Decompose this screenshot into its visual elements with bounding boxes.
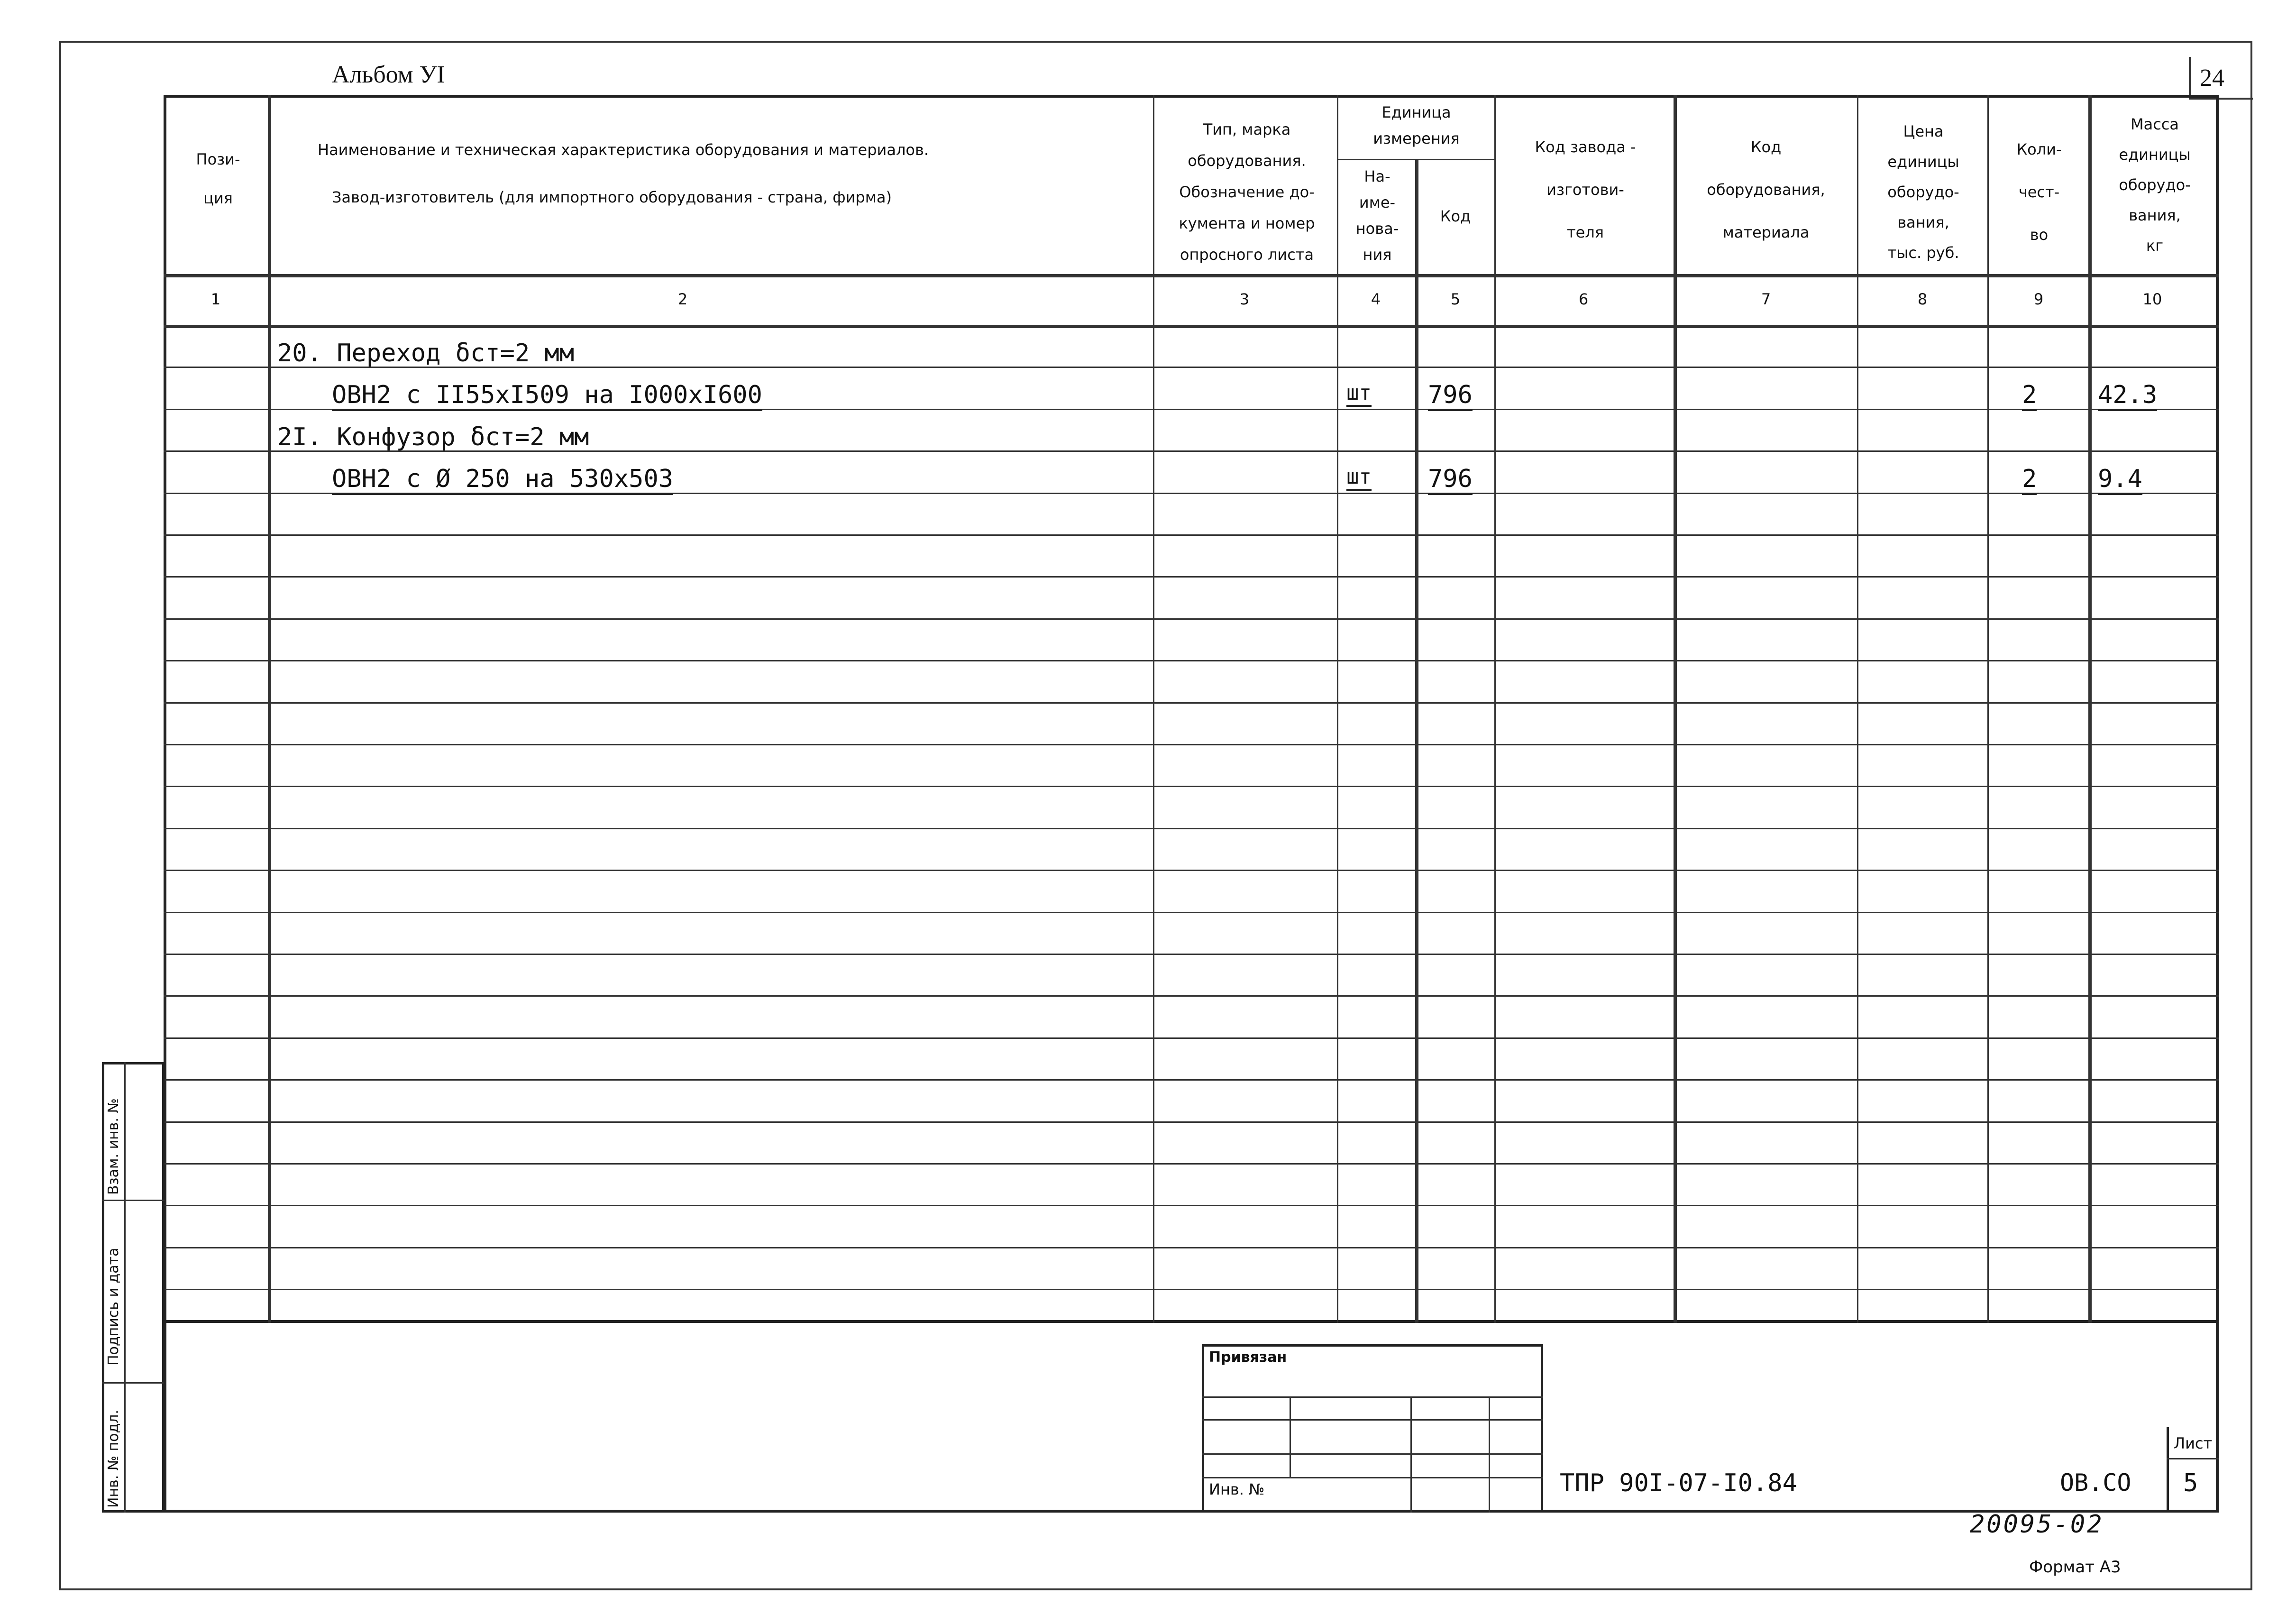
- row-line: [164, 1121, 2219, 1123]
- col-line: [1857, 95, 1858, 1323]
- colnum-5: 5: [1450, 290, 1461, 308]
- colnum-2: 2: [677, 290, 688, 308]
- row-line: [164, 534, 2219, 536]
- header-type: Тип, марка оборудования. Обозначение до- кумента и номер опросного листа: [1179, 120, 1315, 264]
- binding-line: [1202, 1453, 1543, 1455]
- header-position: Пози- ция: [196, 150, 240, 207]
- row-2-qty: 2: [2022, 381, 2037, 411]
- side-vzam: Взам. инв. №: [105, 1098, 122, 1195]
- side-stamp-sep: [102, 1200, 165, 1201]
- binding-label: Привязан: [1209, 1349, 1287, 1366]
- row-line: [164, 912, 2219, 913]
- colnum-4: 4: [1371, 290, 1381, 308]
- col-line: [1494, 95, 1496, 1323]
- header-unit-code: Код: [1440, 207, 1471, 225]
- header-unit-group: Единица измерения: [1373, 103, 1460, 147]
- row-line: [164, 1247, 2219, 1248]
- row-4-mass: 9.4: [2098, 465, 2142, 495]
- page-number: 24: [2200, 64, 2224, 92]
- row-line: [164, 995, 2219, 997]
- unit-group-line: [1337, 159, 1494, 160]
- row-4-qty: 2: [2022, 465, 2037, 495]
- binding-line: [1202, 1477, 1543, 1478]
- col-line: [1415, 159, 1418, 1323]
- side-podpis: Подпись и дата: [105, 1248, 122, 1366]
- header-mass: Масса единицы оборудо- вания, кг: [2119, 115, 2191, 255]
- col-line: [2088, 95, 2092, 1323]
- header-price: Цена единицы оборудо- вания, тыс. руб.: [1887, 122, 1959, 262]
- binding-col: [1290, 1396, 1291, 1477]
- section-code: ОВ.СО: [2060, 1469, 2131, 1496]
- row-line: [164, 954, 2219, 955]
- row-3-name: 2I. Конфузор δст=2 мм: [277, 423, 589, 451]
- row-line: [164, 576, 2219, 578]
- header-name-line2: Завод-изготовитель (для импортного оборудования - страна, фирма): [332, 188, 892, 206]
- row-4-code: 796: [1428, 465, 1473, 495]
- binding-line: [1202, 1396, 1543, 1398]
- colnum-9: 9: [2033, 290, 2044, 308]
- header-factory-code: Код завода - изготови- теля: [1535, 138, 1636, 241]
- title-block-frame: [164, 1323, 2219, 1513]
- colnum-1: 1: [210, 290, 221, 308]
- row-2-code: 796: [1428, 381, 1473, 411]
- header-unit-name: На- име- нова- ния: [1355, 167, 1399, 264]
- col-line: [268, 95, 271, 1323]
- side-inv-podl: Инв. № подл.: [105, 1410, 122, 1508]
- row-line: [164, 702, 2219, 704]
- row-line: [164, 744, 2219, 745]
- row-line: [164, 828, 2219, 829]
- header-bottom-line: [164, 274, 2219, 277]
- col-line: [1674, 95, 1677, 1323]
- row-line: [164, 1037, 2219, 1039]
- row-line: [164, 660, 2219, 661]
- row-4-name: ОВН2 с Ø 250 на 530х503: [332, 465, 673, 495]
- album-label: Альбом УI: [332, 61, 445, 88]
- colnum-6: 6: [1578, 290, 1589, 308]
- side-stamp-divider: [124, 1062, 126, 1513]
- row-line: [164, 1289, 2219, 1290]
- colnum-bottom-line: [164, 325, 2219, 328]
- row-2-mass: 42.3: [2098, 381, 2157, 411]
- header-equipment-code: Код оборудования, материала: [1707, 138, 1825, 241]
- format-label: Формат А3: [2029, 1558, 2121, 1577]
- col-line: [1987, 95, 1989, 1323]
- side-stamp-sep: [102, 1382, 165, 1384]
- col-line: [1337, 95, 1338, 1323]
- colnum-8: 8: [1917, 290, 1928, 308]
- row-4-unit: шт: [1346, 465, 1372, 491]
- row-1-name: 20. Переход δст=2 мм: [277, 339, 575, 367]
- colnum-3: 3: [1239, 290, 1250, 308]
- handwritten-number: 20095-02: [1970, 1510, 2104, 1539]
- sheet-number: 5: [2183, 1469, 2198, 1497]
- row-line: [164, 1079, 2219, 1081]
- row-line: [164, 1163, 2219, 1165]
- sheet-sep: [2167, 1458, 2219, 1459]
- colnum-7: 7: [1761, 290, 1771, 308]
- row-line: [164, 1205, 2219, 1206]
- row-line: [164, 870, 2219, 871]
- sheet-label: Лист: [2174, 1434, 2213, 1452]
- header-name-line1: Наименование и техническая характеристика оборудования и материалов.: [318, 141, 929, 159]
- binding-col: [1410, 1396, 1412, 1513]
- row-line: [164, 786, 2219, 787]
- document-code: ТПР 90I-07-I0.84: [1560, 1469, 1797, 1497]
- row-line: [164, 618, 2219, 620]
- table-frame: [164, 95, 2219, 1323]
- binding-line: [1202, 1419, 1543, 1421]
- header-quantity: Коли- чест- во: [2016, 140, 2062, 244]
- binding-col: [1489, 1396, 1490, 1513]
- row-2-unit: шт: [1346, 381, 1372, 407]
- col-line: [1153, 95, 1154, 1323]
- colnum-10: 10: [2142, 290, 2162, 308]
- row-2-name: ОВН2 с II55хI509 на I000хI600: [332, 381, 762, 411]
- binding-inv-label: Инв. №: [1209, 1480, 1265, 1498]
